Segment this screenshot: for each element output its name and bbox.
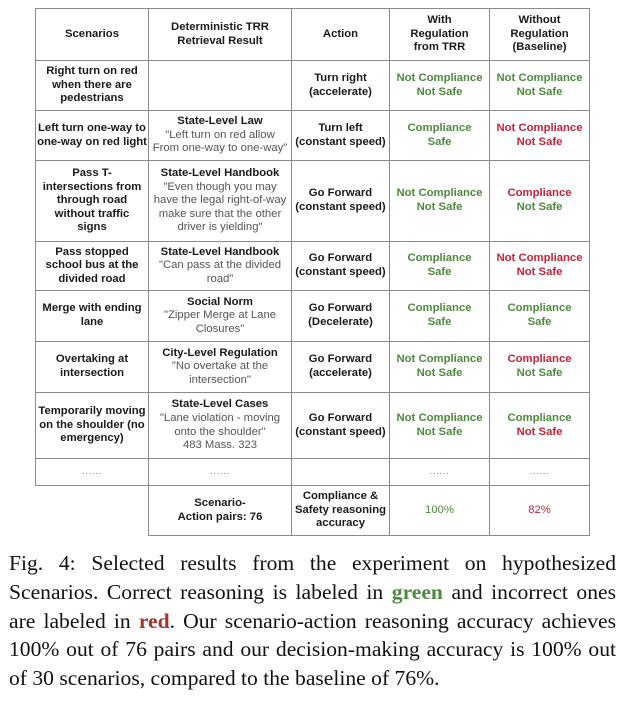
baseline-result-cell (490, 161, 590, 242)
safety-label: Safe (427, 135, 452, 148)
header-action: Action (292, 9, 390, 61)
safety-label: Not Safe (416, 85, 463, 98)
action-text: Go Forward (Decelerate) (308, 302, 373, 328)
safety-label: Safe (427, 266, 452, 278)
action-text: Turn right (accelerate) (309, 71, 372, 98)
compliance-label: Compliance (407, 121, 472, 134)
scenario-text: Temporarily moving on the shoulder (no emergency) (38, 405, 146, 445)
with-trr-result-cell (390, 61, 490, 111)
with-trr-result-cell (390, 242, 490, 291)
summary-baseline: 82% (490, 486, 590, 536)
ellipsis-cell: ...... (490, 459, 590, 486)
safety-label: Safe (427, 316, 452, 328)
table-row (36, 242, 590, 291)
retrieval-title: City-Level Regulation (162, 346, 278, 359)
action-cell (292, 393, 390, 459)
baseline-result-cell (490, 342, 590, 393)
caption-text: and incorrect ones are labeled in (9, 579, 617, 633)
header-without-regulation: Without Regulation (Baseline) (490, 9, 590, 61)
safety-label: Not Safe (416, 425, 463, 438)
retrieval-quote: "Left turn on red allow From one-way to one-way" (152, 128, 288, 155)
ellipsis-cell: ...... (390, 459, 490, 486)
baseline-result-cell (490, 111, 590, 161)
summary-pairs: Scenario-Action pairs: 76 (149, 486, 292, 536)
retrieval-cell (149, 111, 292, 161)
scenario-cell (36, 61, 149, 111)
compliance-label: Compliance (507, 411, 572, 424)
retrieval-quote: "Lane violation - moving onto the shoulder" (159, 411, 281, 438)
table-row (36, 61, 590, 111)
compliance-label: Not Compliance (496, 252, 583, 265)
safety-label: Not Safe (516, 201, 563, 213)
with-trr-result-cell (390, 291, 490, 342)
summary-metric: Compliance & Safety reasoning accuracy (292, 486, 390, 536)
header-with-regulation: With Regulation from TRR (390, 9, 490, 61)
safety-label: Not Safe (516, 85, 563, 98)
retrieval-quote: "Zipper Merge at Lane Closures" (163, 309, 277, 335)
with-trr-result-cell (390, 161, 490, 242)
baseline-result-cell (490, 61, 590, 111)
retrieval-quote: "No overtake at the intersection" (171, 360, 269, 386)
action-text: Go Forward (constant speed) (295, 411, 386, 438)
safety-label: Not Safe (416, 367, 463, 379)
action-cell (292, 111, 390, 161)
retrieval-cell (149, 342, 292, 393)
action-text: Turn left (constant speed) (295, 121, 386, 148)
caption-red-word: red (138, 608, 170, 633)
safety-label: Not Safe (516, 367, 563, 379)
results-table (35, 8, 590, 536)
header-scenarios: Scenarios (36, 9, 149, 61)
compliance-label: Compliance (507, 187, 572, 200)
ellipsis-cell-empty (292, 459, 390, 486)
scenario-cell (36, 342, 149, 393)
summary-empty-cell (36, 486, 149, 536)
retrieval-title: State-Level Law (177, 115, 263, 128)
summary-row (36, 486, 590, 536)
scenario-text: Left turn one-way to one-way on red light (37, 121, 147, 148)
table-header-row (36, 9, 590, 61)
table-row (36, 342, 590, 393)
table-row (36, 111, 590, 161)
with-trr-result-cell (390, 393, 490, 459)
ellipsis-cell: ...... (149, 459, 292, 486)
baseline-result-cell (490, 291, 590, 342)
retrieval-quote: "Even though you may have the legal right-of-way make sure that the other driver is yielding" (153, 180, 287, 234)
scenario-cell (36, 161, 149, 242)
figure-caption (9, 549, 616, 693)
header-retrieval-result: Deterministic TRR Retrieval Result (149, 9, 292, 61)
compliance-label: Not Compliance (396, 411, 483, 424)
scenario-text: Overtaking at intersection (55, 353, 129, 379)
baseline-result-cell (490, 393, 590, 459)
retrieval-cell (149, 291, 292, 342)
with-trr-result-cell (390, 342, 490, 393)
ellipsis-row (36, 459, 590, 486)
ellipsis-cell: ...... (36, 459, 149, 486)
compliance-label: Compliance (507, 353, 572, 366)
action-cell (292, 342, 390, 393)
compliance-label: Not Compliance (396, 353, 483, 366)
safety-label: Safe (527, 316, 552, 328)
scenario-text: Pass T-intersections from through road without traffic signs (42, 167, 142, 234)
caption-text: Fig. 4: Selected results from the experiment on hypothesized Scenarios. Correct reasoning is labeled in (9, 551, 616, 604)
scenario-cell (36, 393, 149, 459)
retrieval-cell (149, 393, 292, 459)
scenario-cell (36, 242, 149, 291)
with-trr-result-cell (390, 111, 490, 161)
retrieval-title: State-Level Handbook (160, 245, 280, 258)
compliance-label: Not Compliance (496, 121, 583, 134)
compliance-label: Not Compliance (396, 187, 483, 200)
compliance-label: Compliance (407, 252, 472, 265)
safety-label: Not Safe (516, 425, 563, 438)
retrieval-citation: 483 Mass. 323 (182, 439, 258, 452)
scenario-text: Merge with ending lane (42, 302, 142, 328)
retrieval-cell (149, 61, 292, 111)
action-cell (292, 291, 390, 342)
compliance-label: Compliance (407, 302, 472, 315)
caption-green-word: green (391, 579, 443, 604)
action-cell (292, 242, 390, 291)
retrieval-quote: "Can pass at the divided road" (158, 259, 282, 285)
retrieval-cell (149, 161, 292, 242)
action-cell (292, 161, 390, 242)
compliance-label: Not Compliance (496, 71, 583, 84)
action-text: Go Forward (constant speed) (295, 252, 386, 278)
retrieval-title: Social Norm (187, 295, 253, 308)
compliance-label: Compliance (507, 302, 572, 315)
scenario-cell (36, 291, 149, 342)
caption-text: . Our scenario-action reasoning accuracy achieves 100% out of 76 pairs and our decision-making accuracy is 100% out of 30 scenarios, compared to the baseline of 76%. (9, 608, 616, 691)
table-row (36, 161, 590, 242)
safety-label: Not Safe (516, 266, 563, 278)
scenario-text: Pass stopped school bus at the divided road (45, 245, 139, 285)
scenario-text: Right turn on red when there are pedestrians (46, 65, 138, 105)
retrieval-title: State-Level Cases (171, 398, 269, 411)
action-text: Go Forward (accelerate) (308, 353, 373, 379)
action-text: Go Forward (constant speed) (295, 187, 386, 213)
safety-label: Not Safe (516, 135, 563, 148)
safety-label: Not Safe (416, 201, 463, 213)
baseline-result-cell (490, 242, 590, 291)
table-row (36, 393, 590, 459)
table-row (36, 291, 590, 342)
action-cell (292, 61, 390, 111)
compliance-label: Not Compliance (396, 71, 483, 84)
retrieval-cell (149, 242, 292, 291)
retrieval-title: State-Level Handbook (160, 167, 280, 180)
summary-with-trr: 100% (390, 486, 490, 536)
scenario-cell (36, 111, 149, 161)
